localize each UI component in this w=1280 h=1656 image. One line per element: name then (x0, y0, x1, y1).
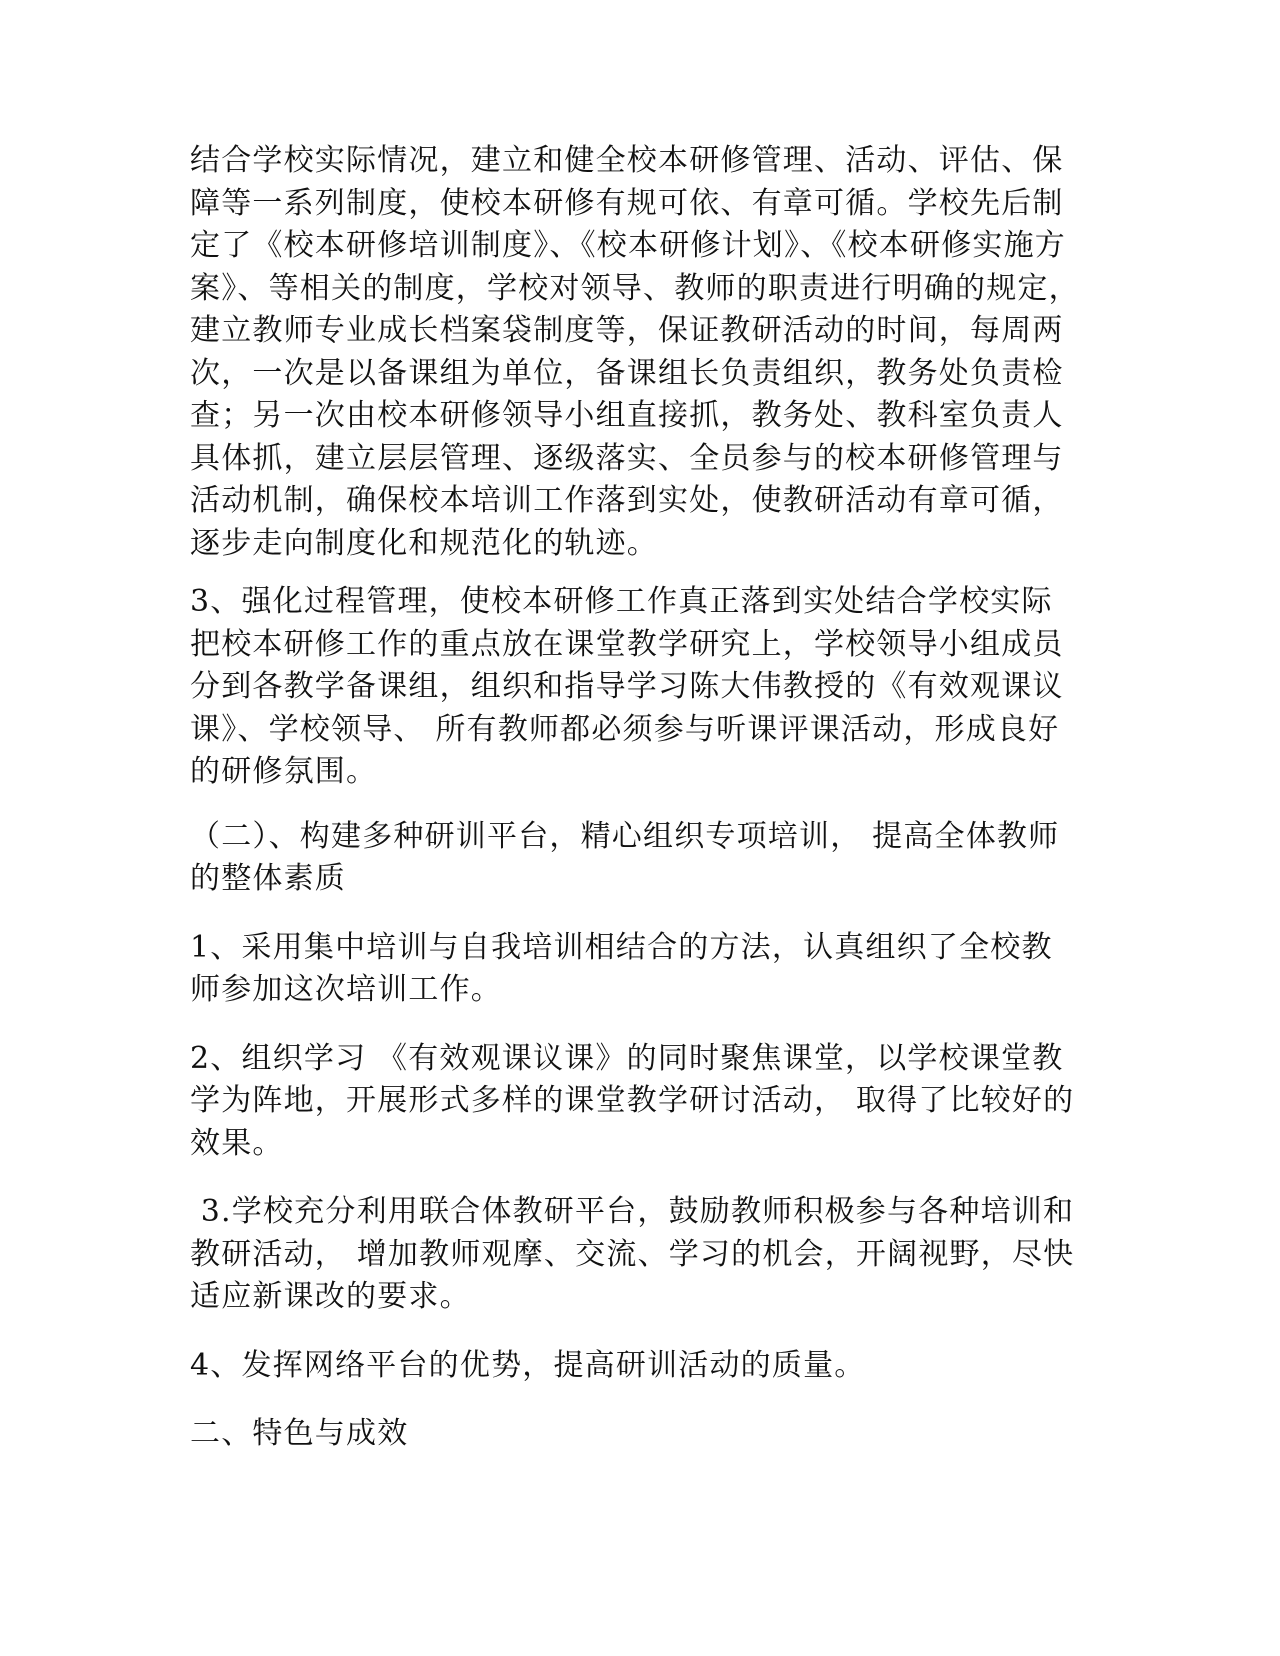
document-body (190, 140, 1082, 1456)
paragraph-item-1: 1、采用集中培训与自我培训相结合的方法，认真组织了全校教师参加这次培训工作。 (190, 929, 1053, 1007)
paragraph-item-2: 2、组织学习 《有效观课议课》的同时聚焦课堂，以学校课堂教学为阵地，开展形式多样的课堂教学研讨活动， 取得了比较好的效果。 (190, 1040, 1075, 1161)
section-heading-training-platforms: （二）、构建多种研训平台，精心组织专项培训， 提高全体教师的整体素质 (190, 818, 1060, 896)
section-heading-features-results: 二、特色与成效 (190, 1416, 409, 1451)
paragraph-item-4: 4、发挥网络平台的优势，提高研训活动的质量。 (190, 1347, 866, 1383)
paragraph-item-3: 3.学校充分利用联合体教研平台，鼓励教师积极参与各种培训和教研活动， 增加教师观摩、交流、学习的机会，开阔视野，尽快适应新课改的要求。 (190, 1194, 1075, 1314)
paragraph-system-building: 结合学校实际情况，建立和健全校本研修管理、活动、评估、保障等一系列制度，使校本研修有规可依、有章可循。学校先后制定了《校本研修培训制度》、《校本研修计划》、《校本研修实施方案》、等相关的制度，学校对领导、教师的职责进行明确的规定，建立教师专业成长档案袋制度等，保证教研活动的时间，每周两次，一次是以备课组为单位，备课组长负责组织，教务处负责检查；另一次由校本研修领导小组直接抓，教务处、教科室负责人具体抓，建立层层管理、逐级落实、全员参与的校本研修管理与活动机制，确保校本培训工作落到实处，使教研活动有章可循，逐步走向制度化和规范化的轨迹。 (190, 143, 1080, 561)
paragraph-process-management: 3、强化过程管理，使校本研修工作真正落到实处结合学校实际把校本研修工作的重点放在课堂教学研究上，学校领导小组成员分到各教学备课组，组织和指导学习陈大伟教授的《有效观课议课》、学校领导、 所有教师都必须参与听课评课活动，形成良好的研修氛围。 (190, 584, 1064, 789)
